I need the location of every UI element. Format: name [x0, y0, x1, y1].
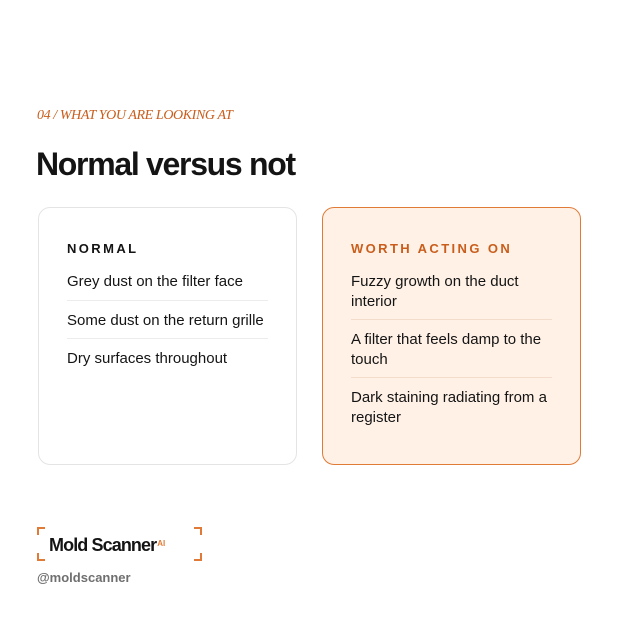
page-title: Normal versus not	[36, 146, 295, 182]
section-eyebrow: 04 / WHAT YOU ARE LOOKING AT	[37, 108, 233, 123]
worth-acting-list	[351, 272, 552, 435]
frame-corner-icon	[194, 553, 202, 561]
frame-corner-icon	[37, 527, 45, 535]
list-item: A filter that feels damp to the touch	[351, 319, 552, 377]
social-handle: @moldscanner	[37, 570, 131, 585]
brand-logo	[37, 527, 202, 561]
normal-card	[38, 207, 297, 465]
list-item: Dark staining radiating from a register	[351, 377, 552, 435]
frame-corner-icon	[194, 527, 202, 535]
worth-acting-card-heading: WORTH ACTING ON	[351, 241, 513, 256]
normal-card-heading: NORMAL	[67, 241, 139, 256]
normal-list	[67, 272, 268, 377]
brand-suffix: AI	[157, 539, 166, 548]
list-item: Dry surfaces throughout	[67, 338, 268, 377]
frame-corner-icon	[37, 553, 45, 561]
list-item: Grey dust on the filter face	[67, 273, 243, 290]
list-item: Fuzzy growth on the duct interior	[351, 273, 519, 310]
list-item: Some dust on the return grille	[67, 300, 268, 339]
brand-name-text: Mold Scanner	[49, 535, 157, 555]
brand-name	[49, 535, 165, 555]
worth-acting-card	[322, 207, 581, 465]
